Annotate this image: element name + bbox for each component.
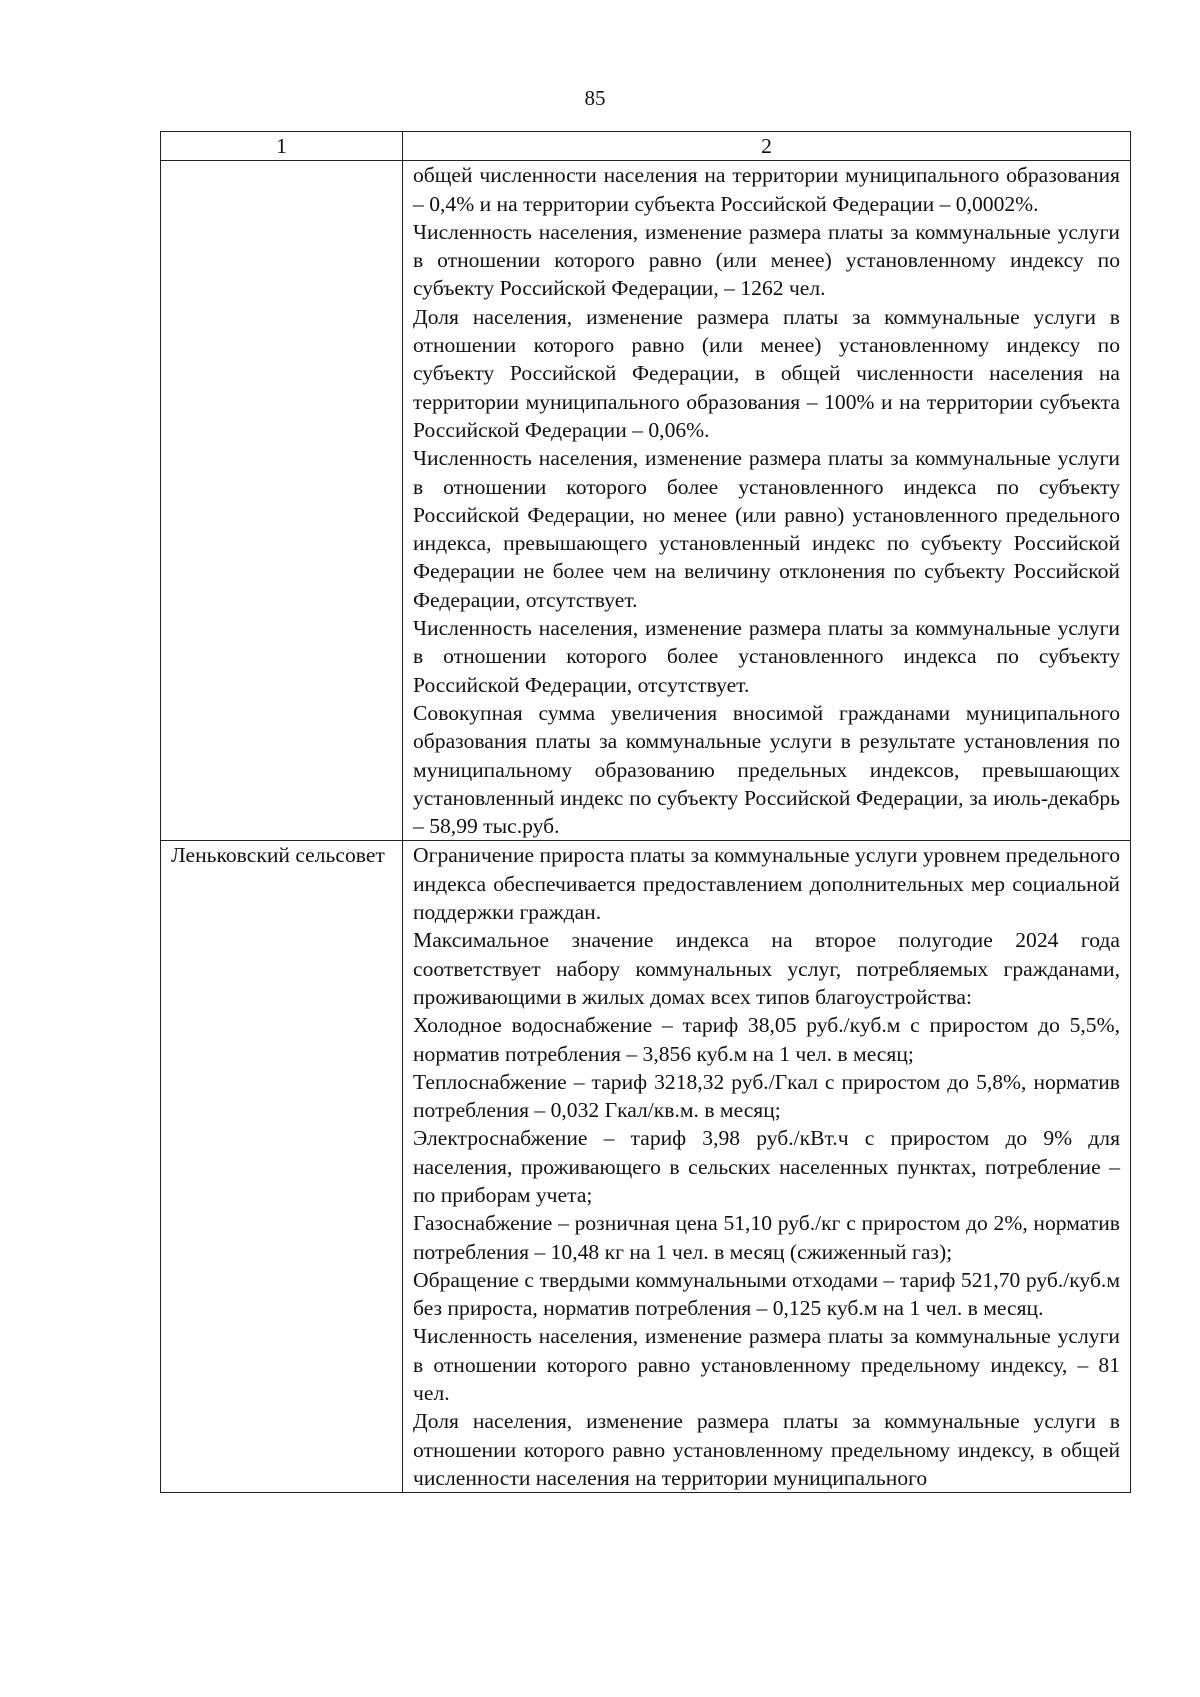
- page-number: 85: [584, 86, 606, 110]
- paragraph: Газоснабжение – розничная цена 51,10 руб./кг с приростом до 2%, норматив потребления – 10,48 кг на 1 чел. в месяц (сжиженный газ);: [413, 1211, 1120, 1264]
- description-cell: [403, 841, 1131, 1493]
- table-row: [161, 841, 1131, 1493]
- paragraph: Электроснабжение – тариф 3,98 руб./кВт.ч с приростом до 9% для населения, проживающего в сельских населенных пунктах, потребление – по приборам учета;: [413, 1126, 1120, 1207]
- paragraph: Совокупная сумма увеличения вносимой гражданами муниципального образования платы за коммунальные услуги в результате установления по муниципальному образованию предельных индексов, превышающих установленный индекс по субъекту Российской Федерации, за июль-декабрь – 58,99 тыс.руб.: [413, 700, 1120, 839]
- municipality-name-cell: Леньковский сельсовет: [161, 841, 403, 1493]
- paragraph: Численность населения, изменение размера платы за коммунальные услуги в отношении которого более установленного индекса по субъекту Российской Федерации, отсутствует.: [413, 616, 1120, 697]
- paragraph: Численность населения, изменение размера платы за коммунальные услуги в отношении которого равно (или менее) установленному индексу по субъекту Российской Федерации, – 1262 чел.: [413, 219, 1120, 301]
- paragraph: Максимальное значение индекса на второе полугодие 2024 года соответствует набору коммунальных услуг, потребляемых гражданами, проживающими в жилых домах всех типов благоустройства:: [413, 928, 1120, 1009]
- paragraph: Доля населения, изменение размера платы за коммунальные услуги в отношении которого равно (или менее) установленному индексу по субъекту Российской Федерации, в общей численности населения на территории муниципального образования – 100% и на территории субъекта Российской Федерации – 0,06%.: [413, 304, 1120, 442]
- paragraph: Доля населения, изменение размера платы за коммунальные услуги в отношении которого равно установленному предельному индексу, в общей численности населения на территории муниципального: [413, 1409, 1120, 1490]
- paragraph: Ограничение прироста платы за коммунальные услуги уровнем предельного индекса обеспечивается предоставлением дополнительных мер социальной поддержки граждан.: [413, 843, 1120, 925]
- data-table: [160, 131, 1131, 1493]
- paragraph: Численность населения, изменение размера платы за коммунальные услуги в отношении которого равно установленному предельному индексу, – 81 чел.: [413, 1324, 1120, 1406]
- paragraph: Численность населения, изменение размера платы за коммунальные услуги в отношении которого более установленного индекса по субъекту Российской Федерации, но менее (или равно) установленного предельного индекса, превышающего установленный индекс по субъекту Российской Федерации не более чем на величину отклонения по субъекту Российской Федерации, отсутствует.: [413, 446, 1120, 612]
- table-header-row: [161, 132, 1131, 161]
- municipality-name-cell: [161, 161, 403, 841]
- paragraph: общей численности населения на территории муниципального образования – 0,4% и на территории субъекта Российской Федерации – 0,0002%.: [413, 163, 1120, 216]
- column-header-1: 1: [161, 132, 403, 161]
- description-cell: [403, 161, 1131, 841]
- table-row: [161, 161, 1131, 841]
- column-header-2: 2: [403, 132, 1131, 161]
- paragraph: Холодное водоснабжение – тариф 38,05 руб./куб.м с приростом до 5,5%, норматив потребления – 3,856 куб.м на 1 чел. в месяц;: [413, 1013, 1120, 1066]
- paragraph: Обращение с твердыми коммунальными отходами – тариф 521,70 руб./куб.м без прироста, норматив потребления – 0,125 куб.м на 1 чел. в месяц.: [413, 1267, 1120, 1321]
- paragraph: Теплоснабжение – тариф 3218,32 руб./Гкал с приростом до 5,8%, норматив потребления – 0,032 Гкал/кв.м. в месяц;: [413, 1069, 1120, 1123]
